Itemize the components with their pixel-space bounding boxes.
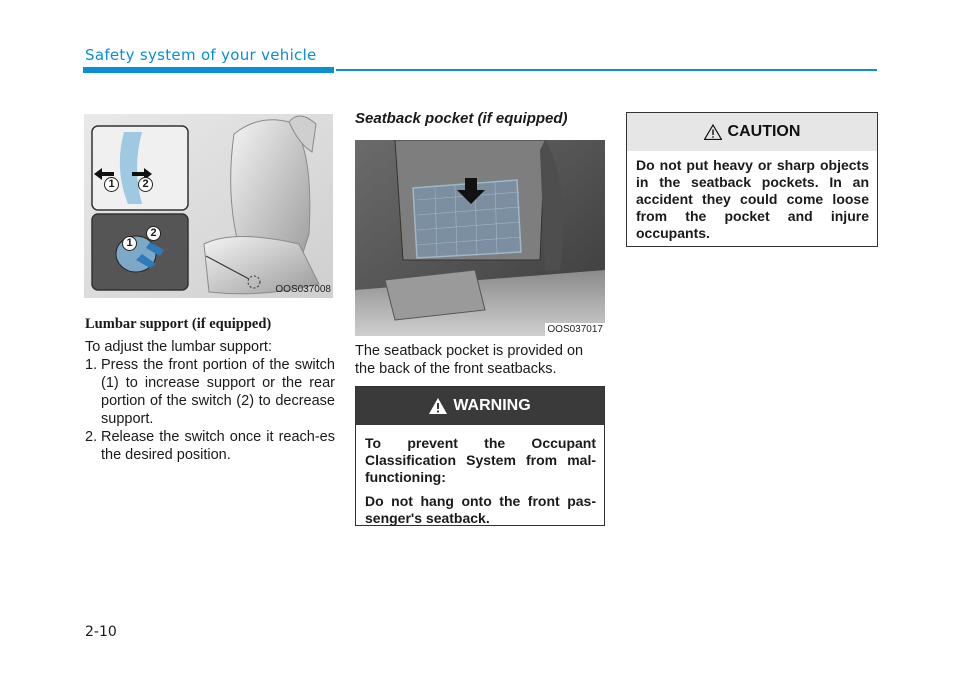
callout-2-bottom: 2 [146,226,161,241]
step-number: 2. [85,429,98,445]
lumbar-support-figure [84,114,333,298]
callout-1-top: 1 [104,177,119,192]
caution-header [627,113,877,151]
caution-icon [704,124,722,140]
step-text: Release the switch once it reach-es the desired position. [101,429,335,463]
lumbar-intro: To adjust the lumbar support: [85,339,272,355]
caution-box [626,112,878,247]
warning-header [356,387,604,425]
header-rule-thin [336,69,877,71]
seatback-pocket-heading: Seatback pocket (if equipped) [355,110,568,127]
lumbar-heading: Lumbar support (if equipped) [85,316,272,332]
warning-paragraph: To prevent the Occupant Classification System from mal-functioning: [365,435,596,485]
step-number: 1. [85,357,98,373]
lumbar-step-1 [85,356,335,428]
section-title: Safety system of your vehicle [85,46,317,64]
page-number: 2-10 [85,624,117,640]
header-rule-thick [83,67,334,73]
callout-2-top: 2 [138,177,153,192]
warning-body [356,425,604,527]
warning-icon [429,398,447,414]
callout-1-bottom: 1 [122,236,137,251]
figure-label-lumbar: OOS037008 [275,284,331,295]
warning-paragraph: Do not hang onto the front pas-senger's seatback. [365,493,596,526]
step-text: Press the front portion of the switch (1) to increase support or the rear portion of the switch (2) to decrease support. [101,357,335,427]
seatback-illustration [355,140,605,336]
lumbar-step-2 [85,428,335,464]
caution-body [627,151,877,242]
seat-illustration [84,114,333,298]
caution-title: CAUTION [727,123,801,140]
seatback-pocket-text: The seatback pocket is provided on the back of the front seatbacks. [355,343,584,377]
warning-box [355,386,605,526]
seatback-pocket-figure [355,140,605,336]
caution-paragraph: Do not put heavy or sharp objects in the seatback pockets. In an accident they could come loose from the pocket and injure occupants. [636,157,869,241]
figure-label-pocket: OOS037017 [547,324,603,335]
warning-title: WARNING [453,397,531,414]
